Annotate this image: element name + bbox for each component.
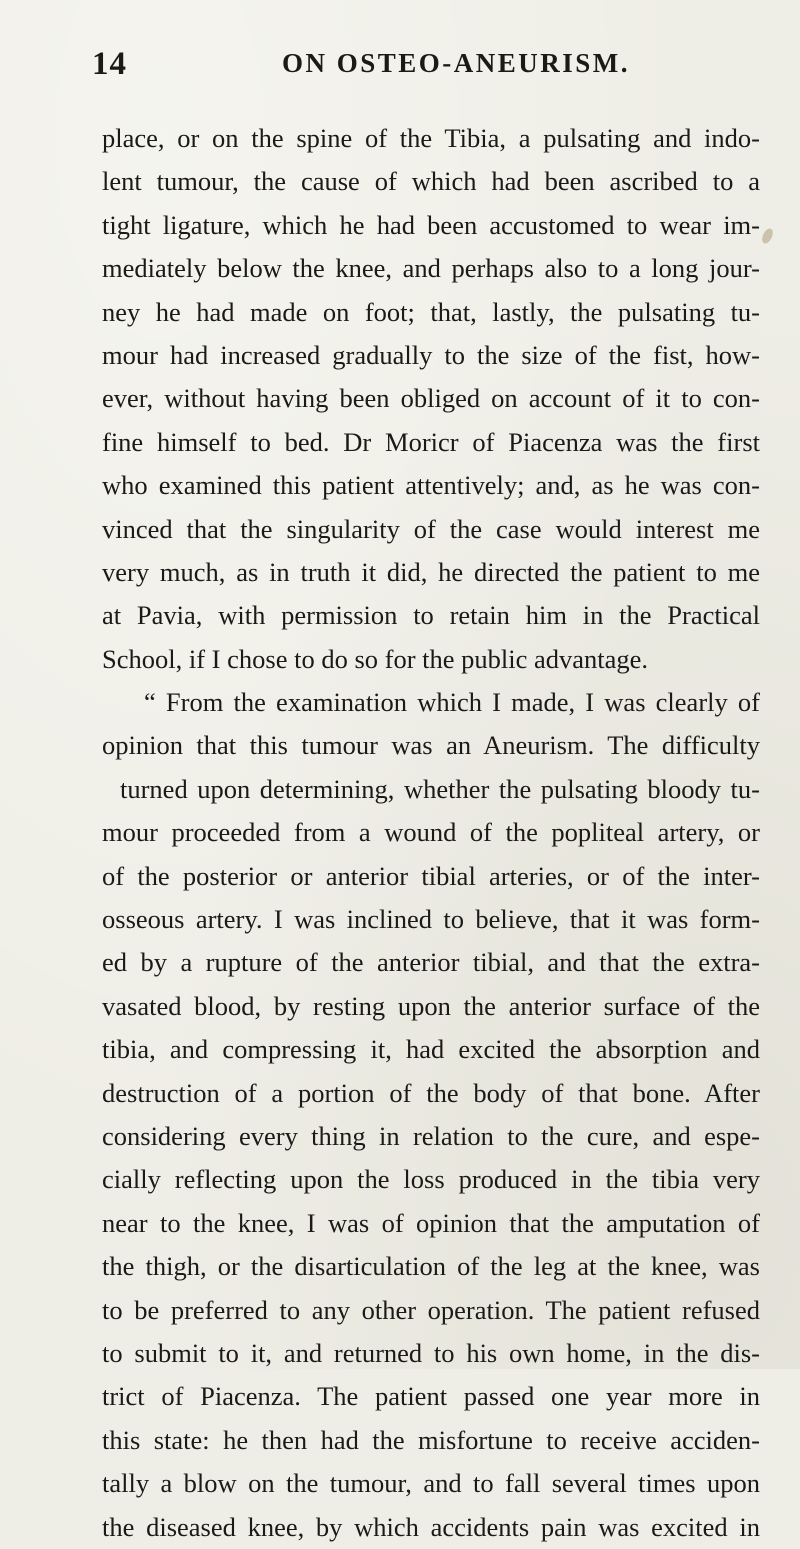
text-line: mour had increased gradually to the size of the fist, how-: [102, 339, 760, 370]
text-line: the diseased knee, by which accidents pain was excited in: [102, 1511, 760, 1542]
paper-speck: [760, 227, 775, 245]
text-line: cially reflecting upon the loss produced in the tibia very: [102, 1164, 760, 1195]
text-line: lent tumour, the cause of which had been ascribed to a: [102, 166, 760, 197]
text-line: vinced that the singularity of the case would interest me: [102, 513, 760, 544]
paragraph-start-line: “ From the examination which I made, I was clearly of: [144, 687, 760, 718]
text-line: mediately below the knee, and perhaps also to a long jour-: [102, 253, 760, 284]
text-line: trict of Piacenza. The patient passed one year more in: [102, 1381, 760, 1412]
text-line: ney he had made on foot; that, lastly, the pulsating tu-: [102, 296, 760, 327]
running-head: ON OSTEO-ANEURISM.: [282, 48, 631, 78]
text-line: tight ligature, which he had been accustomed to wear im-: [102, 209, 760, 240]
text-line: opinion that this tumour was an Aneurism. The difficulty: [102, 730, 760, 761]
text-line: of the posterior or anterior tibial arteries, or of the inter-: [102, 860, 760, 891]
text-line: very much, as in truth it did, he directed the patient to me: [102, 556, 760, 587]
text-line: to be preferred to any other operation. The patient refused: [102, 1294, 760, 1325]
text-line: mour proceeded from a wound of the popliteal artery, or: [102, 817, 760, 848]
text-line: near to the knee, I was of opinion that the amputation of: [102, 1207, 760, 1238]
text-line: place, or on the spine of the Tibia, a pulsating and indo-: [102, 123, 760, 153]
text-line: fine himself to bed. Dr Moricr of Piacenza was the first: [102, 426, 760, 457]
text-line: the thigh, or the disarticulation of the leg at the knee, was: [102, 1251, 760, 1282]
text-line: vasated blood, by resting upon the anterior surface of the: [102, 990, 760, 1021]
text-line: ever, without having been obliged on account of it to con-: [102, 383, 760, 414]
text-line: destruction of a portion of the body of that bone. After: [102, 1077, 760, 1108]
text-line: to submit to it, and returned to his own home, in the dis-: [102, 1337, 760, 1368]
text-line: this state: he then had the misfortune to receive acciden-: [102, 1424, 760, 1455]
text-line: who examined this patient attentively; and, as he was con-: [102, 470, 760, 501]
text-line: osseous artery. I was inclined to believe, that it was form-: [102, 904, 760, 935]
text-line: at Pavia, with permission to retain him in the Practical: [102, 600, 760, 631]
text-line: considering every thing in relation to the cure, and espe-: [102, 1120, 760, 1151]
text-line: turned upon determining, whether the pulsating bloody tu-: [120, 773, 760, 804]
body-text: [102, 117, 760, 1549]
text-line: tally a blow on the tumour, and to fall several times upon: [102, 1468, 760, 1499]
page-number: 14: [92, 46, 127, 82]
page-header: [92, 46, 752, 86]
paragraph-end-line: School, if I chose to do so for the public advantage.: [102, 643, 649, 674]
text-line: ed by a rupture of the anterior tibial, and that the extra-: [102, 947, 760, 978]
text-line: tibia, and compressing it, had excited the absorption and: [102, 1034, 760, 1065]
